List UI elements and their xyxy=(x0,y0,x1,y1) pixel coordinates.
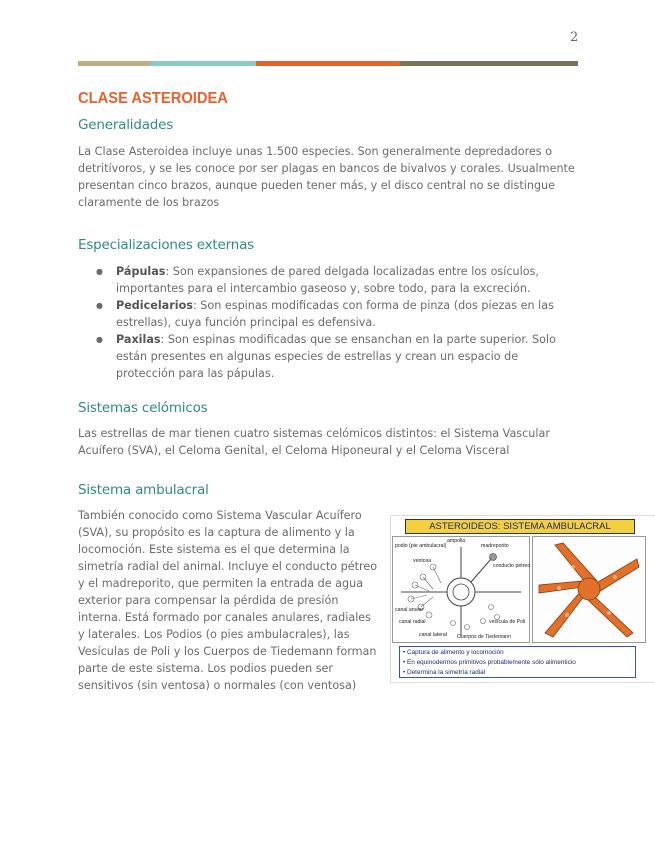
caption-line-1: • Captura de alimento y locomoción xyxy=(403,649,504,656)
label-vesicula-poli: vesícula de Poli xyxy=(489,619,526,625)
page-number: 2 xyxy=(570,30,579,45)
page-title: CLASE ASTEROIDEA xyxy=(78,90,228,107)
list-item xyxy=(78,297,578,331)
caption-line-2: • En equinodermos primitivos probablemente sólo alimenticio xyxy=(403,659,576,666)
ambulacral-diagram xyxy=(392,536,530,643)
term-papulas: Pápulas xyxy=(116,265,166,278)
ambulacral-system-figure xyxy=(390,515,655,683)
label-podio: podio (pie ambulacral) xyxy=(395,543,447,549)
color-bar-segment-2 xyxy=(150,61,256,66)
document-body xyxy=(78,90,611,707)
caption-line-3: • Determina la simetría radial xyxy=(403,669,486,676)
section-heading-celomicos: Sistemas celómicos xyxy=(78,400,208,416)
label-ventosa: ventosa xyxy=(413,558,432,564)
label-cuerpos-tiedemann: Cuerpos de Tiedemann xyxy=(457,634,511,640)
term-paxilas: Paxilas xyxy=(116,333,161,346)
list-item xyxy=(78,331,578,382)
figure-title: ASTEROIDEOS: SISTEMA AMBULACRAL xyxy=(405,519,635,534)
especializaciones-list xyxy=(78,263,578,382)
label-canal-anular: canal anular xyxy=(395,607,424,613)
color-bar-segment-3 xyxy=(256,61,400,66)
definition-pedicelarios: : Son espinas modificadas con forma de pinza (dos piezas en las estrellas), cuya función principal es defensiva. xyxy=(116,299,554,329)
starfish-drawing xyxy=(533,537,645,642)
list-item xyxy=(78,263,578,297)
ambulacral-diagram-drawing xyxy=(393,537,529,642)
paragraph-generalidades: La Clase Asteroidea incluye unas 1.500 especies. Son generalmente depredadores o detritívoros, y se les conoce por ser plagas en bancos de bivalvos y corales. Usualmente presentan cinco brazos, aunque pueden tener más, y el disco central no se distingue claramente de los brazos xyxy=(78,145,575,209)
definition-paxilas: : Son espinas modificadas que se ensanchan en la parte superior. Solo están presentes en algunas especies de estrellas y crean un espacio de protección para las pápulas. xyxy=(116,333,556,380)
figure-caption xyxy=(399,646,636,678)
paragraph-celomicos: Las estrellas de mar tienen cuatro sistemas celómicos distintos: el Sistema Vascular Acuífero (SVA), el Celoma Genital, el Celoma Hiponeural y el Celoma Visceral xyxy=(78,427,550,457)
paragraph-ambulacral: También conocido como Sistema Vascular Acuífero (SVA), su propósito es la captura de alimento y la locomoción. Este sistema es el que determina la simetría radial del animal. Incluye el conducto pétreo y el madreporito, que permiten la entrada de agua exterior para compensar la pérdida de presión interna. Está formado por canales anulares, radiales y laterales. Los Podios (o pies ambulacrales), las Vesículas de Poli y los Cuerpos de Tiedemann forman parte de este sistema. Los podios pueden ser sensitivos (sin ventosa) o normales (con ventosa) xyxy=(78,509,378,692)
definition-papulas: : Son expansiones de pared delgada localizadas entre los osículos, importantes para el intercambio gaseoso y, sobre todo, para la excreción. xyxy=(116,265,539,295)
color-bar-segment-4 xyxy=(400,61,578,66)
starfish-illustration xyxy=(532,536,646,643)
section-heading-especializaciones: Especializaciones externas xyxy=(78,237,254,253)
section-heading-ambulacral: Sistema ambulacral xyxy=(78,482,209,498)
section-heading-generalidades: Generalidades xyxy=(78,117,174,133)
ambulacral-row xyxy=(78,507,611,707)
header-color-bar xyxy=(78,61,578,66)
label-madreporito: madreporito xyxy=(481,543,509,549)
label-canal-radial: canal radial xyxy=(399,619,426,625)
color-bar-segment-1 xyxy=(78,61,150,66)
label-ampolla: ampolla xyxy=(447,538,466,544)
term-pedicelarios: Pedicelarios xyxy=(116,299,193,312)
label-conducto-petreo: conducto pétreo xyxy=(493,563,531,569)
label-canal-lateral: canal lateral xyxy=(419,632,447,638)
